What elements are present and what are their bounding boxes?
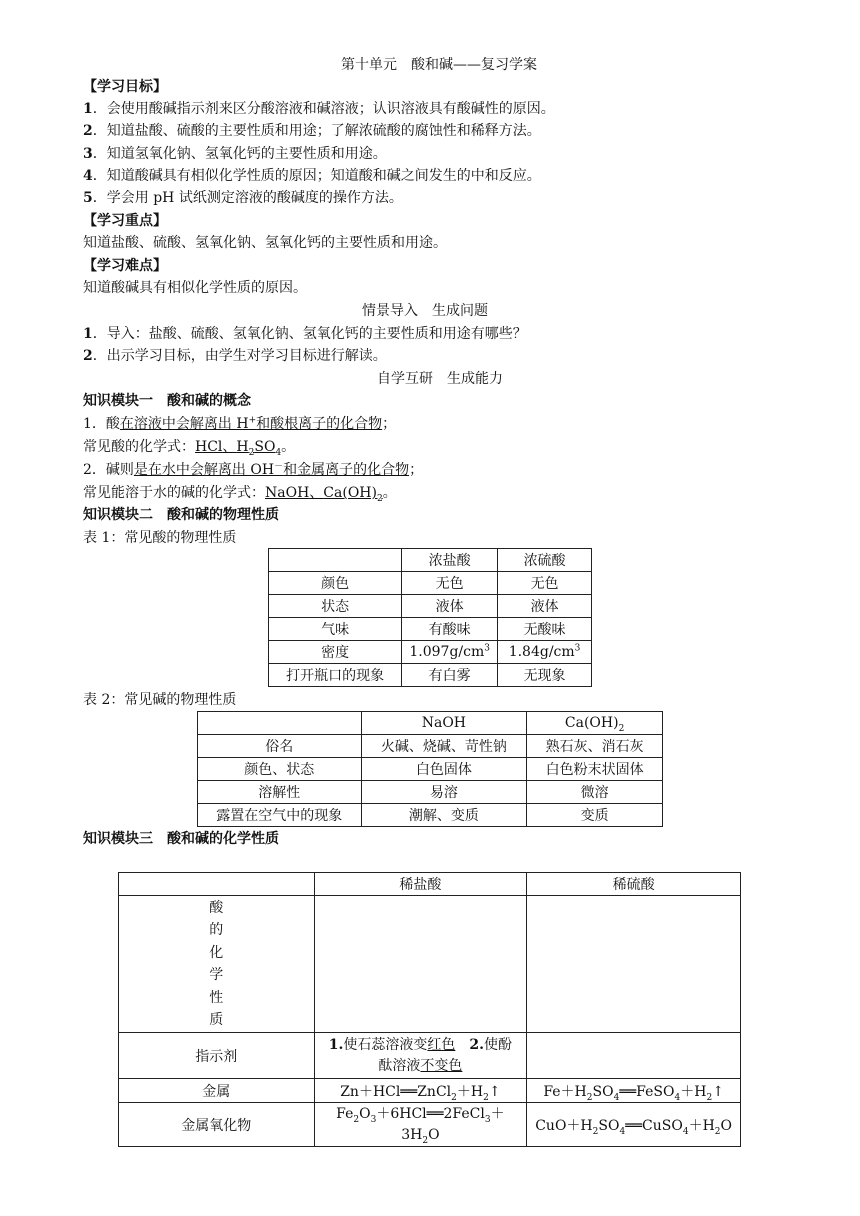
table-cell: 密度 (269, 641, 402, 664)
table-header: 浓盐酸 (402, 549, 498, 572)
module2-heading: 知识模块二 酸和碱的物理性质 (83, 507, 279, 523)
table-row (269, 664, 592, 687)
table1-caption: 表 1：常见酸的物理性质 (83, 530, 237, 546)
table-cell: 微溶 (527, 781, 663, 804)
table-cell: $Fe_2O_3+6HCl══2FeCl_3+$ $3H_2O$ (314, 1103, 527, 1147)
objective-item: 1．会使用酸碱指示剂来区分酸溶液和碱溶液；认识溶液具有酸碱性的原因。 (83, 101, 555, 117)
table-row (269, 549, 592, 572)
key-points-heading: 【学习重点】 (83, 213, 167, 229)
table-header: 浓硫酸 (498, 549, 592, 572)
table-cell: 金属氧化物 (119, 1103, 315, 1147)
table-row (269, 595, 592, 618)
table-cell: 金属 (119, 1079, 315, 1103)
difficulties-heading: 【学习难点】 (83, 258, 167, 274)
page-title: 第十单元 酸和碱——复习学案 (341, 57, 537, 73)
vertical-label: 酸 的 化 学 性 质 (209, 899, 224, 1028)
table-cell: 无色 (402, 572, 498, 595)
table-cell: 溶解性 (198, 781, 362, 804)
table-cell: 无现象 (498, 664, 592, 687)
table-cell: $1.84g/cm^3$ (498, 641, 592, 664)
base-definition: 2．碱则是在水中会解离出 OH－和金属离子的化合物； (83, 461, 424, 478)
table-header: NaOH (361, 712, 527, 735)
table-cell: 颜色、状态 (198, 758, 362, 781)
module1-heading: 知识模块一 酸和碱的概念 (83, 393, 251, 409)
key-points-text: 知道盐酸、硫酸、氢氧化钠、氢氧化钙的主要性质和用途。 (83, 235, 447, 251)
table-cell: $Fe+H_2SO_4══FeSO_4+H_2↑$ (527, 1079, 741, 1103)
table-cell: 颜色 (269, 572, 402, 595)
acid-examples: 常见酸的化学式：HCl、$H_2SO_4$。 (83, 439, 296, 458)
table-cell: 白色固体 (361, 758, 527, 781)
base-physical-properties-table (197, 711, 663, 827)
table-row (198, 712, 663, 735)
table-cell (269, 549, 402, 572)
table-cell: 易溶 (361, 781, 527, 804)
table-cell (314, 896, 527, 1033)
table-row (119, 1033, 741, 1079)
table-row (198, 735, 663, 758)
table-cell: 打开瓶口的现象 (269, 664, 402, 687)
table-cell: 状态 (269, 595, 402, 618)
table-cell: 气味 (269, 618, 402, 641)
base-examples: 常见能溶于水的碱的化学式：NaOH、$Ca(OH)_2$。 (83, 485, 397, 504)
table-cell: 无酸味 (498, 618, 592, 641)
objective-item: 5．学会用 pH 试纸测定溶液的酸碱度的操作方法。 (83, 190, 403, 206)
objective-item: 2．知道盐酸、硫酸的主要性质和用途；了解浓硫酸的腐蚀性和稀释方法。 (83, 123, 541, 139)
self-study-heading: 自学互研 生成能力 (377, 371, 503, 387)
intro-item: 2．出示学习目标，由学生对学习目标进行解读。 (83, 348, 387, 364)
table-cell: 变质 (527, 804, 663, 827)
table-row (119, 873, 741, 896)
table-header: $Ca(OH)_2$ (527, 712, 663, 735)
table-cell: 液体 (498, 595, 592, 618)
table-cell: $1.097g/cm^3$ (402, 641, 498, 664)
acid-physical-properties-table (268, 548, 592, 687)
table-row (119, 896, 741, 1033)
table-cell: 俗名 (198, 735, 362, 758)
table-cell: $CuO+H_2SO_4══CuSO_4+H_2O$ (527, 1103, 741, 1147)
table-row (269, 572, 592, 595)
table2-caption: 表 2：常见碱的物理性质 (83, 692, 237, 708)
table-row (198, 781, 663, 804)
table-cell: 液体 (402, 595, 498, 618)
table-row (269, 618, 592, 641)
table-cell: 露置在空气中的现象 (198, 804, 362, 827)
table-cell (119, 873, 315, 896)
module3-heading: 知识模块三 酸和碱的化学性质 (83, 831, 279, 847)
intro-heading: 情景导入 生成问题 (362, 303, 488, 319)
table-cell (527, 1033, 741, 1079)
table-cell: 有酸味 (402, 618, 498, 641)
table-row (198, 758, 663, 781)
acid-chemical-properties-table (118, 872, 741, 1147)
table-row (198, 804, 663, 827)
intro-item: 1．导入：盐酸、硫酸、氢氧化钠、氢氧化钙的主要性质和用途有哪些？ (83, 326, 527, 342)
table-cell: 指示剂 (119, 1033, 315, 1079)
table-cell: 潮解、变质 (361, 804, 527, 827)
table-cell: 白色粉末状固体 (527, 758, 663, 781)
table-cell: 熟石灰、消石灰 (527, 735, 663, 758)
vertical-label-cell (119, 896, 315, 1033)
objective-item: 3．知道氢氧化钠、氢氧化钙的主要性质和用途。 (83, 146, 387, 162)
table-row (269, 641, 592, 664)
table-header: 稀盐酸 (314, 873, 527, 896)
table-header: 稀硫酸 (527, 873, 741, 896)
objective-item: 4．知道酸碱具有相似化学性质的原因；知道酸和碱之间发生的中和反应。 (83, 168, 541, 184)
table-cell (527, 896, 741, 1033)
table-cell: 有白雾 (402, 664, 498, 687)
acid-definition: 1．酸在溶液中会解离出 H+和酸根离子的化合物； (83, 415, 397, 432)
table-cell: $Zn+HCl══ZnCl_2+H_2↑$ (314, 1079, 527, 1103)
table-row (119, 1103, 741, 1147)
table-row (119, 1079, 741, 1103)
objectives-heading: 【学习目标】 (83, 79, 167, 95)
table-cell: 火碱、烧碱、苛性钠 (361, 735, 527, 758)
table-cell (198, 712, 362, 735)
difficulties-text: 知道酸碱具有相似化学性质的原因。 (83, 280, 307, 296)
table-cell: 无色 (498, 572, 592, 595)
table-cell: 1.使石蕊溶液变红色 2.使酚 酞溶液不变色 (314, 1033, 527, 1079)
